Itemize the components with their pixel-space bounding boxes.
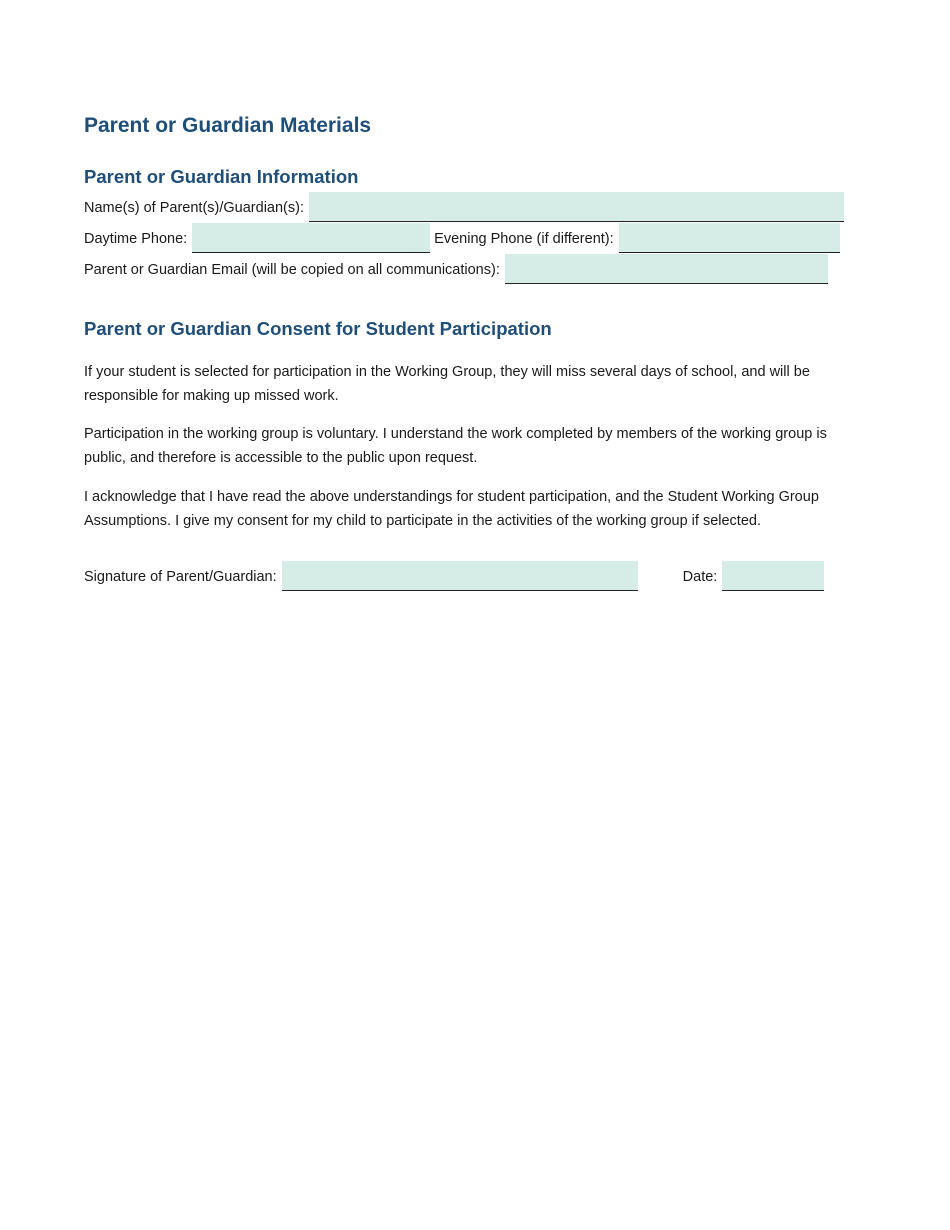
date-field[interactable]	[722, 561, 824, 591]
consent-paragraph-2: Participation in the working group is voluntary. I understand the work completed by members of the working group is public, and therefore is accessible to the public upon request.	[84, 426, 827, 466]
consent-paragraph-3: I acknowledge that I have read the above understandings for student participation, and the Student Working Group Assumptions. I give my consent for my child to participate in the activities of the working group if selected.	[84, 489, 819, 529]
consent-paragraph-1: If your student is selected for participation in the Working Group, they will miss several days of school, and will be responsible for making up missed work.	[84, 364, 810, 404]
email-row	[84, 254, 828, 284]
email-label: Parent or Guardian Email (will be copied on all communications):	[84, 262, 500, 278]
phone-row	[84, 223, 840, 253]
signature-row	[84, 561, 824, 591]
evening-phone-field[interactable]	[619, 223, 840, 253]
page-title: Parent or Guardian Materials	[84, 114, 372, 137]
daytime-phone-field[interactable]	[192, 223, 430, 253]
names-label: Name(s) of Parent(s)/Guardian(s):	[84, 200, 304, 216]
date-label: Date:	[682, 569, 718, 585]
email-field[interactable]	[505, 254, 828, 284]
signature-label: Signature of Parent/Guardian:	[84, 569, 277, 585]
info-section-heading: Parent or Guardian Information	[84, 166, 359, 187]
consent-section-heading: Parent or Guardian Consent for Student Participation	[84, 318, 552, 339]
signature-field[interactable]	[282, 561, 638, 591]
daytime-phone-label: Daytime Phone:	[84, 231, 188, 247]
names-row	[84, 192, 844, 222]
evening-phone-label: Evening Phone (if different):	[434, 231, 614, 247]
names-field[interactable]	[309, 192, 844, 222]
